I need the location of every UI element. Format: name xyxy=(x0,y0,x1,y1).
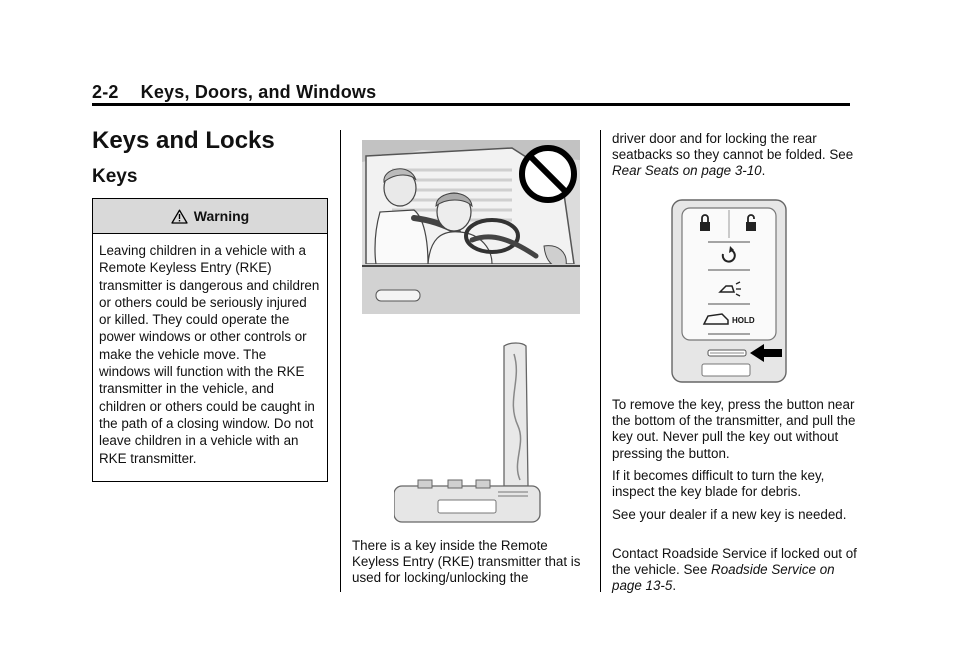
body-paragraph: See your dealer if a new key is needed. xyxy=(612,507,847,522)
body-paragraph: There is a key inside the Remote Keyless Entry (RKE) transmitter that is used for locking/unlocking the xyxy=(352,538,581,586)
warning-label: Warning xyxy=(193,208,250,224)
rke-transmitter-illustration xyxy=(670,198,790,384)
warning-text: Leaving children in a vehicle with a Remote Keyless Entry (RKE) transmitter is dangerous and children or others could be seriously injured or killed. They could operate the power windows or other controls or make the vehicle move. The windows will function with the RKE transmitter in the vehicle, and children or others could be caught in the path of a closing window. Do not leave children in a vehicle with an RKE transmitter. xyxy=(99,243,320,466)
key-fob-with-key-illustration xyxy=(394,340,544,525)
body-paragraph: Contact Roadside Service if locked out of the vehicle. See Roadside Service on page 13-5. xyxy=(612,546,857,594)
warning-box xyxy=(92,198,328,482)
cross-reference: Rear Seats on page 3-10 xyxy=(612,163,762,179)
warning-triangle-icon xyxy=(171,209,188,224)
fob-hold-label: HOLD xyxy=(732,316,755,325)
cross-reference: Roadside Service on page 13-5 xyxy=(612,562,835,594)
running-head xyxy=(92,82,376,103)
body-paragraph: driver door and for locking the rear seatbacks so they cannot be folded. See Rear Seats on page 3-10. xyxy=(612,131,854,179)
column-divider xyxy=(600,130,601,592)
page-title: Keys and Locks xyxy=(92,127,275,154)
page-number: 2-2 xyxy=(92,82,119,102)
header-rule xyxy=(92,103,850,106)
body-paragraph: To remove the key, press the button near the bottom of the transmitter, and pull the key out. Never pull the key out without pressing the button. xyxy=(612,397,856,461)
children-in-vehicle-illustration xyxy=(362,140,580,314)
column-divider xyxy=(340,130,341,592)
section-heading: Keys xyxy=(92,166,138,187)
body-paragraph: If it becomes difficult to turn the key, inspect the key blade for debris. xyxy=(612,468,825,500)
warning-header xyxy=(93,199,327,234)
section-title: Keys, Doors, and Windows xyxy=(140,82,377,102)
